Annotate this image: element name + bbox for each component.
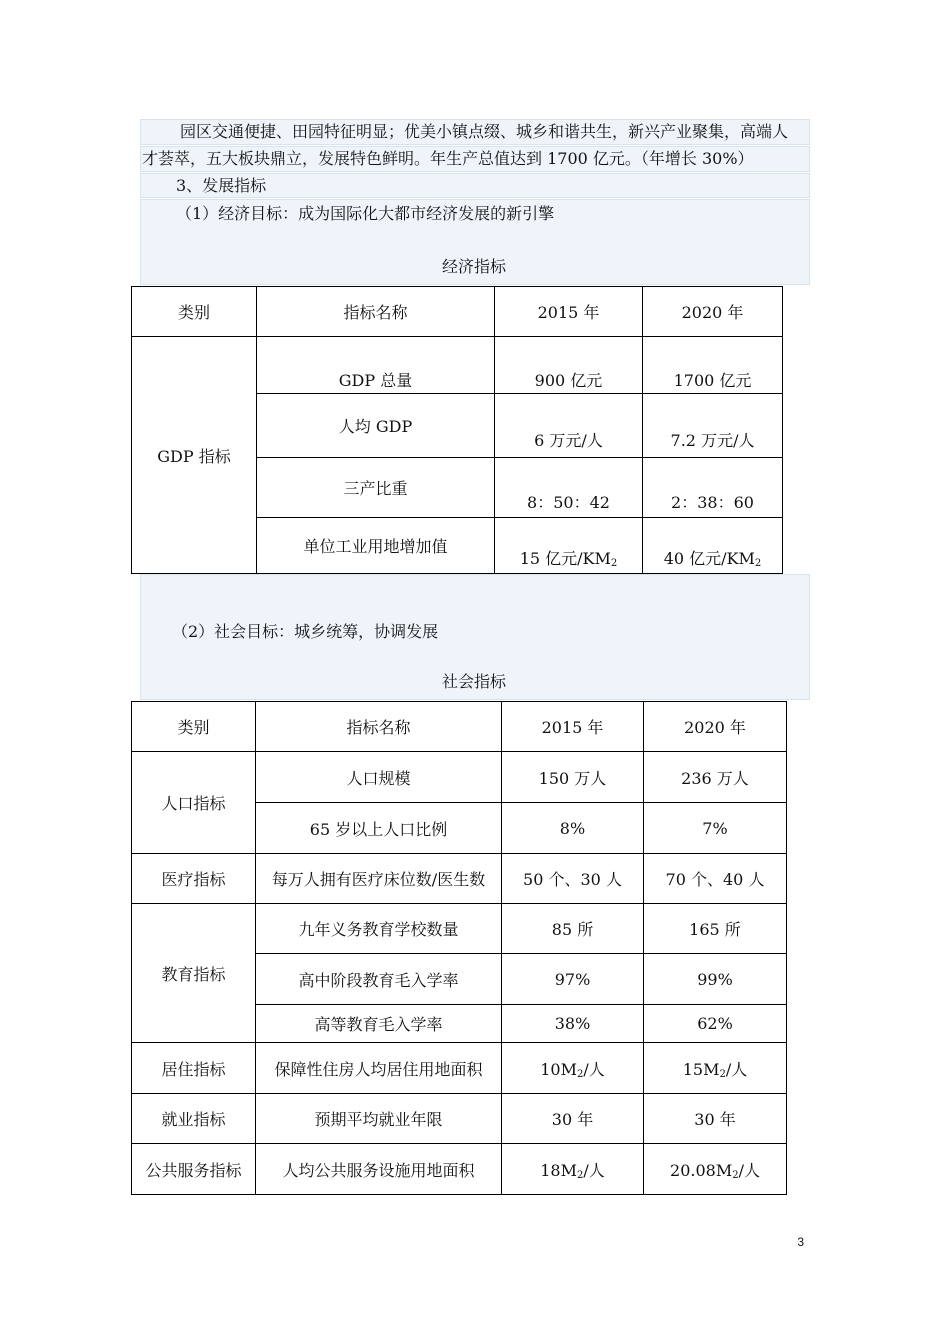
table-row [132,1043,787,1094]
indicator-name: 预期平均就业年限 [256,1094,502,1144]
table-row [132,1144,787,1195]
indicator-name: 九年义务教育学校数量 [256,904,502,954]
indicator-name: 单位工业用地增加值 [257,518,495,574]
category-gdp: GDP 指标 [132,337,257,574]
social-table-title: 社会指标 [442,672,507,691]
table-row [132,752,787,803]
category-public-service: 公共服务指标 [132,1144,256,1195]
intro-line-2: 才荟萃，五大板块鼎立，发展特色鲜明。年生产总值达到 1700 亿元。（年增长 30%） [142,149,754,168]
header-category: 类别 [132,702,256,752]
social-table [131,701,787,1195]
indicator-name: 保障性住房人均居住用地面积 [256,1043,502,1094]
value-2020: 2：38：60 [643,458,783,518]
header-2020: 2020 年 [643,287,783,337]
value-2015: $18M_2/$人 [502,1144,644,1195]
indicator-name: 人均公共服务设施用地面积 [256,1144,502,1195]
header-2020: 2020 年 [644,702,787,752]
value-2020: 7.2 万元/人 [643,394,783,458]
intro-line-1: 园区交通便捷、田园特征明显；优美小镇点缀、城乡和谐共生，新兴产业聚集，高端人 [180,122,789,141]
category-employment: 就业指标 [132,1094,256,1144]
value-2015: 50 个、30 人 [502,854,644,904]
table-row [132,1094,787,1144]
indicator-name: 高中阶段教育毛入学率 [256,954,502,1005]
indicator-name: 三产比重 [257,458,495,518]
table-header-row [132,702,787,752]
indicator-name: GDP 总量 [257,337,495,394]
header-indicator: 指标名称 [256,702,502,752]
header-category: 类别 [132,287,257,337]
value-2020: 99% [644,954,787,1005]
section-heading: 3、发展指标 [176,176,267,195]
category-population: 人口指标 [132,752,256,854]
value-2015: 30 年 [502,1094,644,1144]
value-2015: $10M_2/$人 [502,1043,644,1094]
econ-table [131,286,783,574]
table-row [132,904,787,954]
value-2020: 62% [644,1005,787,1043]
value-2015: 85 所 [502,904,644,954]
header-2015: 2015 年 [502,702,644,752]
social-goal: （2）社会目标：城乡统筹，协调发展 [172,622,439,641]
indicator-name: 65 岁以上人口比例 [256,803,502,854]
table-header-row [132,287,783,337]
table-row [132,854,787,904]
value-2020: $20.08M_2/$人 [644,1144,787,1195]
header-indicator: 指标名称 [257,287,495,337]
value-2015: 150 万人 [502,752,644,803]
indicator-name: 人口规模 [256,752,502,803]
value-2020: 236 万人 [644,752,787,803]
value-2015: 38% [502,1005,644,1043]
indicator-name: 每万人拥有医疗床位数/医生数 [256,854,502,904]
value-2020: 40 亿元$/KM_2$ [643,518,783,574]
value-2015: 6 万元/人 [495,394,643,458]
value-2020: 70 个、40 人 [644,854,787,904]
category-education: 教育指标 [132,904,256,1043]
table-row [132,337,783,394]
value-2020: 165 所 [644,904,787,954]
value-2015: 8% [502,803,644,854]
value-2015: 15 亿元$/KM_2$ [495,518,643,574]
value-2020: 7% [644,803,787,854]
header-2015: 2015 年 [495,287,643,337]
value-2015: 8：50：42 [495,458,643,518]
value-2020: 30 年 [644,1094,787,1144]
indicator-name: 高等教育毛入学率 [256,1005,502,1043]
econ-goal: （1）经济目标：成为国际化大都市经济发展的新引擎 [176,204,555,223]
category-housing: 居住指标 [132,1043,256,1094]
page-number: 3 [797,1235,804,1249]
value-2015: 97% [502,954,644,1005]
indicator-name: 人均 GDP [257,394,495,458]
value-2020: 1700 亿元 [643,337,783,394]
value-2015: 900 亿元 [495,337,643,394]
value-2020: $15M_2/$人 [644,1043,787,1094]
category-medical: 医疗指标 [132,854,256,904]
econ-table-title: 经济指标 [442,257,507,276]
